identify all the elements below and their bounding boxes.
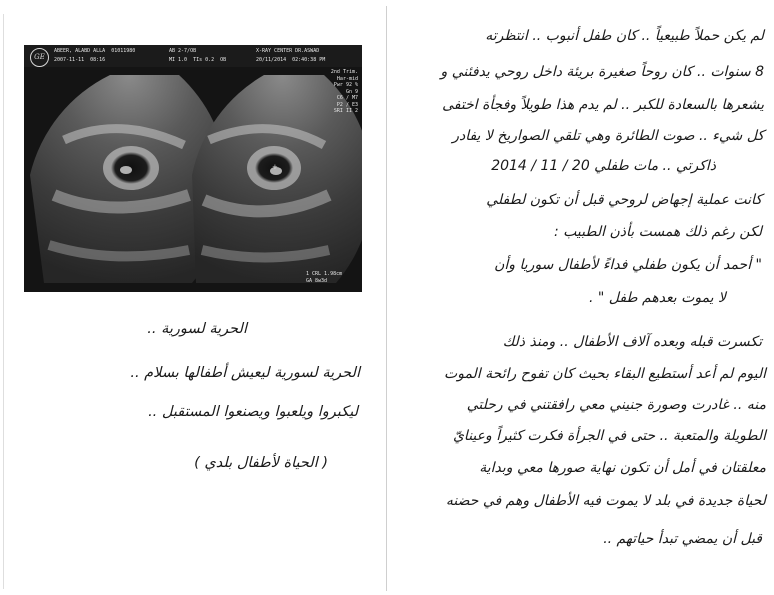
left-line-4: ( الحياة لأطفال بلدي ): [194, 455, 328, 471]
right-line-8: " أحمد أن يكون طفلي فداءً لأطفال سوريا وأن: [494, 257, 762, 273]
param-line: Har-mid: [336, 75, 358, 82]
ultrasound-patient-name: ABEER, ALABD ALLA 01011980: [54, 48, 136, 54]
svg-text:+: +: [272, 163, 278, 171]
param-line: Pwr 92 %: [333, 82, 358, 88]
right-line-7: لكن رغم ذلك همست بأذن الطبيب :: [554, 224, 762, 240]
ge-logo-icon: GE: [30, 48, 49, 67]
right-line-1: لم يكن حملاً طبيعياً .. كان طفل أنبوب .. انتظرته: [485, 28, 764, 44]
left-line-1: الحرية لسورية ..: [147, 321, 247, 337]
right-line-10: تكسرت قبله وبعده آلاف الأطفال .. ومنذ ذلك: [502, 334, 762, 350]
right-line-15: لحياة جديدة في بلد لا يموت فيه الأطفال وهم في حضنه: [445, 493, 766, 509]
param-line: Gn 9: [345, 88, 358, 95]
param-line: 2nd Trim.: [330, 69, 358, 75]
param-line: P2 / E3: [336, 101, 358, 108]
ultrasound-image: [24, 45, 362, 292]
ultrasound-probe: AB 2-7/OB: [169, 48, 197, 54]
gestational-age: GA 8w3d: [306, 278, 328, 284]
ultrasound-measurement: [306, 271, 360, 285]
left-line-3: ليكبروا ويلعبوا ويصنعوا المستقبل ..: [148, 404, 358, 420]
page-edge: [3, 14, 4, 589]
right-line-9: لا يموت بعدهم طفل " .: [588, 290, 726, 306]
page-fold-line: [386, 6, 387, 591]
crl-measurement: 1 CRL 1.98cm: [306, 271, 343, 277]
param-line: C6 / M7: [336, 95, 358, 101]
ultrasound-exam-date: 2007-11-11 08:16: [54, 57, 106, 63]
right-line-4: كل شيء .. صوت الطائرة وهي تلقي الصواريخ لا يفادر: [452, 128, 764, 144]
ultrasound-center: X-RAY CENTER DR.ASWAD: [256, 48, 320, 54]
ultrasound-indices: MI 1.0 TIs 0.2 OB: [169, 57, 227, 63]
right-line-13: الطويلة والمتعبة .. حتى في الجرأة فكرت كثيراً وعينايّ: [452, 428, 766, 444]
right-line-5: ذاكرتي .. مات طفلي 20 / 11 / 2014: [491, 158, 716, 174]
right-line-12: منه .. غادرت وصورة جنيني معي رافقتني في رحلتي: [466, 397, 766, 413]
right-line-16: قبل أن يمضي تبدأ حياتهم ..: [603, 531, 762, 547]
right-line-11: اليوم لم أعد أستطيع البقاء بحيث كان تفوح رائحة الموت: [444, 366, 766, 382]
ultrasound-timestamp: 20/11/2014 02:40:38 PM: [256, 57, 326, 63]
left-line-2: الحرية لسورية ليعيش أطفالها بسلام ..: [130, 365, 360, 381]
right-line-2: 8 سنوات .. كان روحاً صغيرة بريئة داخل روحي يدفئني و: [440, 64, 764, 80]
right-line-6: كانت عملية إجهاض لروحي قبل أن تكون لطفلي: [486, 192, 762, 208]
right-line-14: معلقتان في أمل أن تكون نهاية صورها معي وبداية: [479, 460, 766, 476]
right-line-3: يشعرها بالسعادة للكبر .. لم يدم هذا طويلاً وفجأة اختفى: [442, 97, 764, 113]
ultrasound-parameters: [306, 69, 358, 115]
param-line: SRI II 2: [333, 108, 358, 114]
